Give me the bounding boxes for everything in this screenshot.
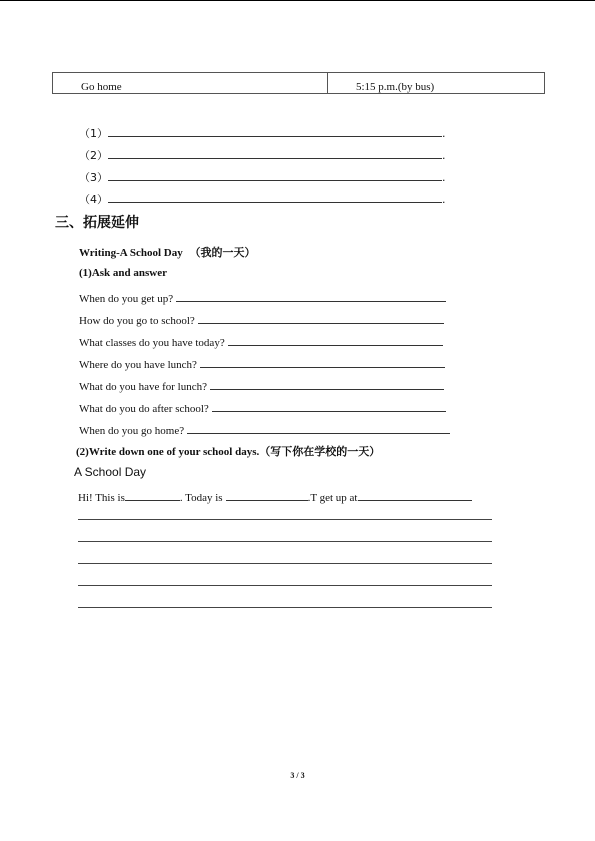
writing-title-cn: （我的一天） <box>189 246 256 259</box>
answer-blank[interactable] <box>187 421 450 434</box>
name-blank[interactable] <box>125 488 180 501</box>
answer-blank[interactable] <box>198 311 444 324</box>
part2-title-en: (2)Write down one of your school days. <box>76 446 260 458</box>
question-text: What classes do you have today? <box>79 337 225 349</box>
schedule-table <box>52 72 545 94</box>
page-top-border <box>0 0 595 1</box>
writing-line[interactable] <box>78 563 492 564</box>
writing-title <box>79 244 255 260</box>
question-2 <box>79 311 444 327</box>
answer-number: （1） <box>79 127 108 140</box>
essay-first-line <box>78 488 472 504</box>
answer-number: （3） <box>79 171 108 184</box>
answer-blank[interactable] <box>200 355 445 368</box>
writing-title-en: Writing-A School Day <box>79 247 183 259</box>
answer-line-4 <box>79 190 446 207</box>
essay-text-3: .T get up at <box>307 492 358 504</box>
essay-text-2: . Today is <box>179 492 223 504</box>
answer-period: . <box>442 193 446 206</box>
essay-title: A School Day <box>74 465 147 479</box>
answer-line-2 <box>79 146 446 163</box>
part2-title <box>76 443 380 459</box>
question-6 <box>79 399 446 415</box>
day-blank[interactable] <box>226 488 308 501</box>
answer-blank[interactable] <box>176 289 446 302</box>
essay-text-1: Hi! This is <box>78 492 125 504</box>
writing-line[interactable] <box>78 607 492 608</box>
answer-number: （2） <box>79 149 108 162</box>
answer-blank[interactable] <box>210 377 444 390</box>
question-text: What do you do after school? <box>79 403 209 415</box>
section-heading: 三、拓展延伸 <box>55 215 139 231</box>
answer-blank[interactable] <box>108 168 442 181</box>
time-cell: 5:15 p.m.(by bus) <box>328 73 545 94</box>
question-text: When do you get up? <box>79 293 174 305</box>
question-5 <box>79 377 444 393</box>
question-3 <box>79 333 443 349</box>
question-text: How do you go to school? <box>79 315 195 327</box>
page-number: 3 / 3 <box>290 771 305 780</box>
part1-title: (1)Ask and answer <box>79 267 168 279</box>
question-text: When do you go home? <box>79 425 185 437</box>
part2-title-cn: （写下你在学校的一天） <box>259 445 381 458</box>
question-7 <box>79 421 450 437</box>
time-blank[interactable] <box>358 488 472 501</box>
answer-blank[interactable] <box>108 124 442 137</box>
table-row <box>53 73 545 94</box>
answer-blank[interactable] <box>108 190 442 203</box>
answer-line-3 <box>79 168 446 185</box>
question-4 <box>79 355 445 371</box>
question-text: Where do you have lunch? <box>79 359 197 371</box>
activity-cell: Go home <box>53 73 328 94</box>
writing-line[interactable] <box>78 585 492 586</box>
question-1 <box>79 289 446 305</box>
writing-line[interactable] <box>78 519 492 520</box>
question-text: What do you have for lunch? <box>79 381 207 393</box>
answer-blank[interactable] <box>228 333 443 346</box>
answer-period: . <box>442 127 446 140</box>
answer-period: . <box>442 149 446 162</box>
answer-blank[interactable] <box>212 399 446 412</box>
answer-line-1 <box>79 124 446 141</box>
answer-period: . <box>442 171 446 184</box>
answer-blank[interactable] <box>108 146 442 159</box>
writing-line[interactable] <box>78 541 492 542</box>
answer-number: （4） <box>79 193 108 206</box>
